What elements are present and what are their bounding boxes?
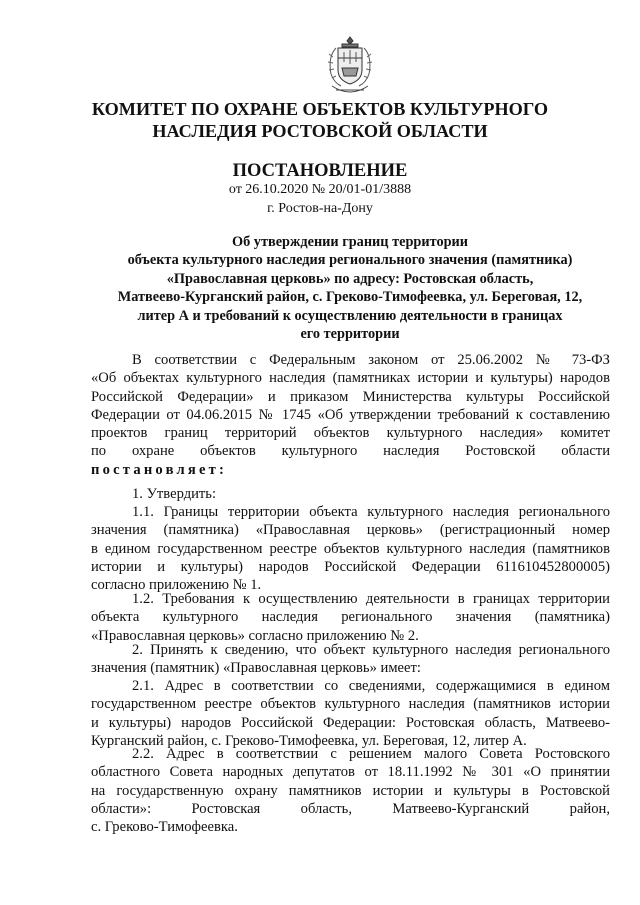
item-line: 2. Принять к сведению, что объект культурного наследия регионального	[132, 642, 610, 658]
item-line: 2.1. Адрес в соответствии со сведениями, содержащимися в едином	[132, 678, 610, 694]
decree-word: постановляет:	[91, 461, 228, 478]
item-line: государственном реестре объектов культурного наследия (памятников истории	[91, 696, 610, 713]
item-1-1	[91, 503, 610, 594]
subject-line: Матвеево-Курганский район, с. Греково-Тимофеевка, ул. Береговая, 12,	[117, 289, 583, 306]
preamble-line: Российской Федерации» и приказом Министерства культуры Российской	[91, 388, 610, 405]
preamble-line: Федерации от 04.06.2015 № 1745 «Об утверждении требований к составлению	[91, 406, 610, 423]
item-line: объекта культурного наследия регионального значения (памятника)	[91, 609, 610, 626]
item-line: 1.1. Границы территории объекта культурного наследия регионального	[132, 504, 610, 520]
item-line: «Православная церковь» согласно приложению № 2.	[91, 627, 419, 644]
preamble-paragraph	[91, 351, 610, 479]
preamble-line: «Об объектах культурного наследия (памятниках истории и культуры) народов	[91, 370, 610, 387]
subject-line: объекта культурного наследия регионального значения (памятника)	[127, 252, 573, 269]
document-date-number: от 26.10.2020 № 20/01-01/3888	[228, 182, 412, 197]
subject-line: Об утверждении границ территории	[231, 234, 469, 250]
item-1-2	[91, 590, 610, 645]
item-1	[91, 485, 610, 503]
item-1-text: 1. Утвердить:	[132, 486, 217, 502]
item-line: значения (памятник) «Православная церковь» имеет:	[91, 660, 421, 677]
preamble-line: В соответствии с Федеральным законом от 25.06.2002 № 73-ФЗ	[132, 352, 610, 368]
document-city: г. Ростов-на-Дону	[267, 201, 373, 216]
document-subject	[80, 233, 620, 343]
organization-name	[0, 98, 640, 142]
item-2-1	[91, 677, 610, 750]
item-line: значения (памятника) «Православная церковь» (регистрационный номер	[91, 522, 610, 539]
item-line: на государственную охрану памятников истории и культуры в Ростовской	[91, 782, 610, 799]
item-line: в едином государственном реестре объектов культурного наследия (памятников	[91, 540, 610, 557]
item-line: истории и культуры) народов Российской Федерации 611610452800005)	[91, 558, 610, 575]
item-line: 1.2. Требования к осуществлению деятельности в границах территории	[132, 591, 610, 607]
subject-line: «Православная церковь» по адресу: Ростовская область,	[166, 270, 534, 287]
preamble-line: проектов границ территорий объектов культурного наследия» комитет	[91, 425, 610, 442]
item-line: области»: Ростовская область, Матвеево-Курганский район,	[91, 800, 610, 817]
organization-name-line-2: НАСЛЕДИЯ РОСТОВСКОЙ ОБЛАСТИ	[152, 121, 488, 141]
preamble-line: по охране объектов культурного наследия Ростовской области	[91, 443, 610, 460]
item-line: областного Совета народных депутатов от 18.11.1992 № 301 «О принятии	[91, 764, 610, 781]
subject-line: его территории	[300, 326, 400, 343]
item-line: и культуры) народов Российской Федерации: Ростовская область, Матвеево-	[91, 714, 610, 731]
subject-line: литер А и требований к осуществлению деятельности в границах	[137, 307, 563, 324]
item-line: с. Греково-Тимофеевка.	[91, 819, 238, 836]
item-line: согласно приложению № 1.	[91, 577, 262, 594]
rostov-coat-of-arms-emblem	[324, 34, 376, 96]
item-line: Курганский район, с. Греково-Тимофеевка, ул. Береговая, 12, литер А.	[91, 732, 527, 749]
item-line: 2.2. Адрес в соответствии с решением малого Совета Ростовского	[132, 746, 610, 762]
organization-name-line-1: КОМИТЕТ ПО ОХРАНЕ ОБЪЕКТОВ КУЛЬТУРНОГО	[91, 99, 549, 119]
item-2-2	[91, 745, 610, 836]
document-type-title: ПОСТАНОВЛЕНИЕ	[232, 161, 408, 181]
item-2	[91, 641, 610, 678]
